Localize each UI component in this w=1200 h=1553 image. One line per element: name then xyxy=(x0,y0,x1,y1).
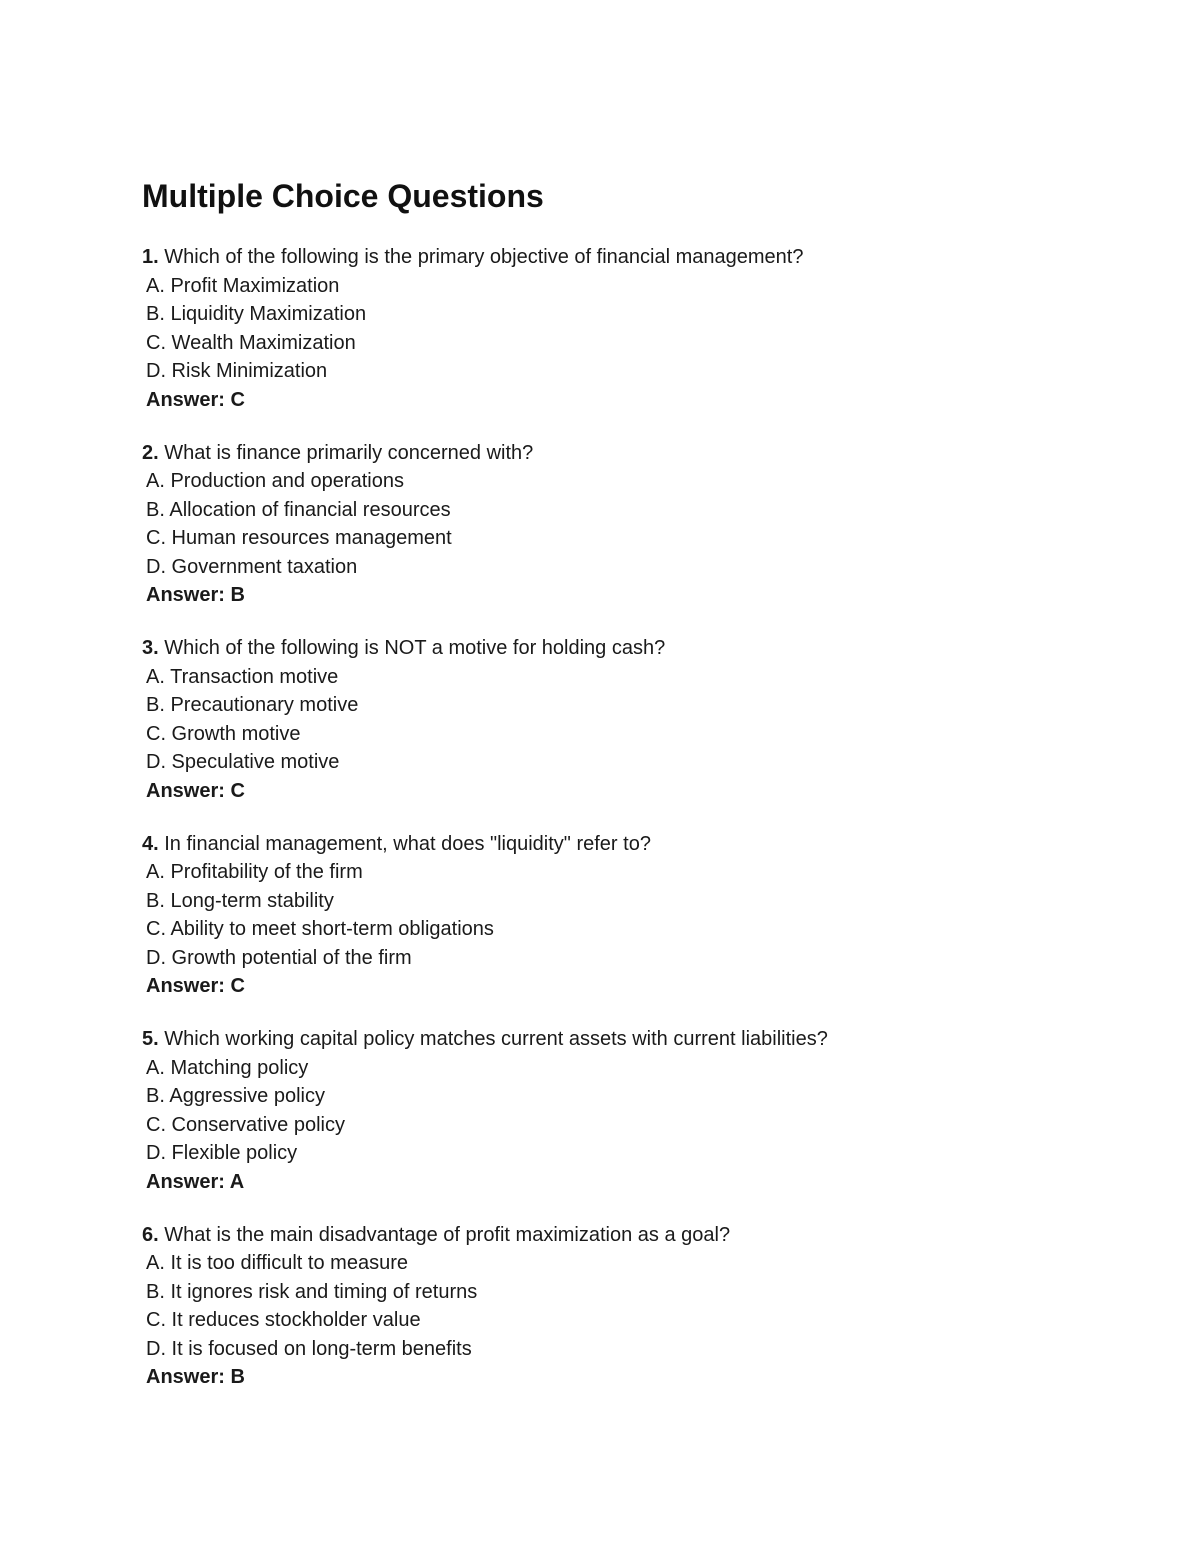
question-text-line xyxy=(142,634,1102,663)
answer-line: Answer: B xyxy=(146,1366,245,1389)
question-3 xyxy=(142,634,1102,805)
option-c: C. It reduces stockholder value xyxy=(146,1309,421,1332)
option-d: D. Risk Minimization xyxy=(146,360,328,382)
option-c: C. Conservative policy xyxy=(146,1113,345,1136)
option-b: B. Long-term stability xyxy=(146,889,334,912)
answer-line: Answer: B xyxy=(146,584,245,607)
document-page xyxy=(142,176,1102,1417)
question-1 xyxy=(142,243,1102,414)
question-text-line xyxy=(142,1025,1102,1054)
option-c: C. Human resources management xyxy=(146,527,452,550)
option-c: C. Wealth Maximization xyxy=(146,331,356,354)
question-5 xyxy=(142,1025,1102,1196)
option-b: B. Aggressive policy xyxy=(146,1085,325,1108)
answer-line: Answer: C xyxy=(146,388,245,411)
option-a: A. Transaction motive xyxy=(146,665,339,688)
option-d: D. Government taxation xyxy=(146,555,358,578)
option-c: C. Ability to meet short-term obligations xyxy=(146,918,494,941)
question-number: 4. xyxy=(142,832,159,855)
option-a: A. Production and operations xyxy=(146,470,404,493)
option-b: B. Allocation of financial resources xyxy=(146,498,451,521)
option-b: B. Precautionary motive xyxy=(146,694,359,717)
question-text: What is the main disadvantage of profit maximization as a goal? xyxy=(164,1223,731,1246)
option-a: A. Matching policy xyxy=(146,1056,309,1079)
option-d: D. Flexible policy xyxy=(146,1142,298,1165)
question-number: 3. xyxy=(142,637,159,660)
question-number: 1. xyxy=(142,246,159,268)
question-4 xyxy=(142,830,1102,1001)
page-title: Multiple Choice Questions xyxy=(142,178,544,214)
question-number: 6. xyxy=(142,1223,159,1246)
question-text: Which of the following is the primary objective of financial management? xyxy=(164,246,804,268)
question-6 xyxy=(142,1221,1102,1392)
question-list xyxy=(142,243,1102,1392)
question-text-line xyxy=(142,243,1102,272)
option-c: C. Growth motive xyxy=(146,722,301,745)
option-b: B. Liquidity Maximization xyxy=(146,303,367,325)
question-text: In financial management, what does "liquidity" refer to? xyxy=(164,832,651,855)
question-text: What is finance primarily concerned with? xyxy=(164,441,534,464)
question-number: 2. xyxy=(142,441,159,464)
option-a: A. Profit Maximization xyxy=(146,274,340,297)
option-b: B. It ignores risk and timing of returns xyxy=(146,1280,478,1303)
question-text: Which of the following is NOT a motive for holding cash? xyxy=(164,637,666,660)
answer-line: Answer: C xyxy=(146,975,245,998)
option-d: D. Growth potential of the firm xyxy=(146,946,412,969)
option-a: A. Profitability of the firm xyxy=(146,861,363,884)
question-number: 5. xyxy=(142,1028,159,1051)
question-text: Which working capital policy matches current assets with current liabilities? xyxy=(164,1028,828,1051)
answer-line: Answer: A xyxy=(146,1170,245,1193)
question-2 xyxy=(142,439,1102,610)
option-a: A. It is too difficult to measure xyxy=(146,1252,408,1275)
question-text-line xyxy=(142,439,1102,468)
question-text-line xyxy=(142,830,1102,859)
question-text-line xyxy=(142,1221,1102,1250)
answer-line: Answer: C xyxy=(146,779,245,802)
option-d: D. It is focused on long-term benefits xyxy=(146,1337,472,1360)
option-d: D. Speculative motive xyxy=(146,751,340,774)
